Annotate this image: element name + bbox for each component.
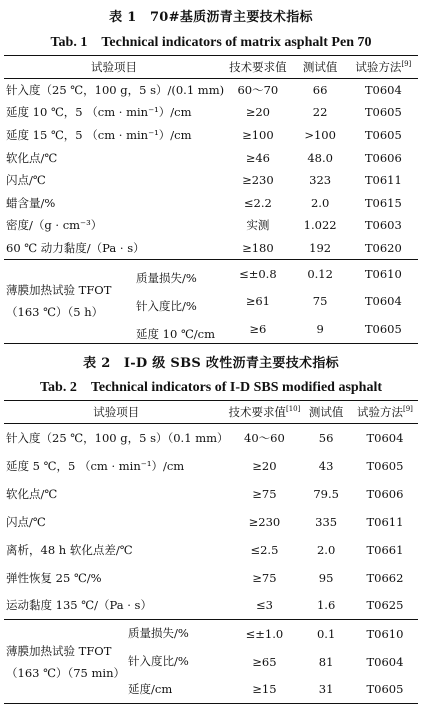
row-requirement: ≥100 [242, 127, 274, 142]
row-method: T0605 [364, 127, 402, 142]
row-requirement: ≤3 [255, 598, 273, 613]
film-group-text: 薄膜加热试验 TFOT（163 ℃）（5 h） [6, 283, 112, 320]
row-value: 22 [312, 105, 328, 120]
header-method [352, 401, 418, 424]
row-method: T0615 [364, 195, 402, 210]
row-requirement: ≥15 [229, 676, 301, 704]
row-name: 弹性恢复 25 ℃/% [6, 570, 102, 585]
row-method: T0611 [366, 514, 404, 529]
row-value: 81 [318, 654, 334, 669]
row-requirement: ≥6 [224, 315, 292, 343]
row-name: 闪点/℃ [6, 173, 46, 188]
header-requirement [229, 401, 301, 424]
row-name: 蜡含量/% [6, 195, 56, 210]
row-requirement: ≥65 [252, 654, 277, 669]
row-method: T0605 [352, 676, 418, 704]
row-value: 323 [309, 173, 332, 188]
table-row [4, 480, 418, 508]
table-row [4, 79, 418, 102]
row-name: 软化点/℃ [6, 150, 58, 165]
row-name: 延度 15 ℃，5 （cm · min⁻¹）/cm [6, 127, 192, 142]
row-requirement: ≥20 [245, 105, 271, 120]
row-requirement: ≥46 [245, 150, 271, 165]
table2-header-row [4, 401, 418, 424]
row-method: T0605 [364, 105, 402, 120]
row-method: T0662 [366, 570, 404, 585]
table-row [4, 536, 418, 564]
film-subitem-name: 延度/cm [128, 682, 173, 696]
row-method: T0604 [366, 430, 404, 445]
table1-header-row [4, 56, 418, 79]
row-value: 2.0 [316, 542, 336, 557]
row-requirement: ≥61 [245, 294, 271, 309]
table1-caption-cn: 表 1 70#基质沥青主要技术指标 [109, 10, 313, 25]
table-row [4, 169, 418, 192]
row-requirement: 60～70 [237, 83, 279, 98]
film-subitem-name: 质量损失/% [136, 271, 197, 285]
row-method: T0604 [364, 83, 402, 98]
row-value: 43 [318, 458, 334, 473]
row-value: 2.0 [310, 195, 330, 210]
row-name: 闪点/℃ [6, 514, 46, 529]
film-subitem-name: 针入度比/% [128, 654, 189, 668]
table1-caption-en: Tab. 1 Technical indicators of matrix asphalt Pen 70 [50, 35, 372, 50]
row-method: T0611 [364, 173, 402, 188]
header-method [349, 56, 418, 79]
row-requirement: 40～60 [244, 430, 285, 445]
row-requirement: ≥75 [252, 486, 277, 501]
header-value: 测试值 [302, 60, 338, 74]
row-method: T0610 [352, 620, 418, 648]
table-row [4, 191, 418, 214]
row-value: 95 [318, 570, 334, 585]
film-subitem-name: 质量损失/% [128, 626, 189, 640]
row-requirement: ≤±1.0 [229, 620, 301, 648]
row-method: T0605 [349, 315, 418, 343]
row-value: 335 [315, 514, 338, 529]
row-requirement: ≤±0.8 [224, 259, 292, 287]
row-value: 1.022 [303, 218, 337, 233]
row-requirement: ≤2.5 [250, 542, 279, 557]
header-method-label: 试验方法 [355, 60, 402, 74]
header-item: 试验项目 [93, 405, 140, 419]
row-value: 75 [312, 294, 328, 309]
row-name: 延度 10 ℃，5 （cm · min⁻¹）/cm [6, 105, 192, 120]
header-value: 测试值 [308, 405, 344, 419]
row-value: 0.12 [292, 259, 349, 287]
table-row [4, 214, 418, 237]
table-row [4, 564, 418, 592]
row-name: 针入度（25 ℃，100 g，5 s）/(0.1 mm) [6, 83, 225, 98]
row-name: 软化点/℃ [6, 486, 58, 501]
header-requirement-label: 技术要求值 [228, 405, 286, 419]
row-requirement: 实测 [246, 218, 270, 233]
row-requirement: ≥75 [252, 570, 277, 585]
row-method: T0620 [364, 240, 402, 255]
row-value: 0.1 [300, 620, 352, 648]
row-method: T0661 [366, 542, 404, 557]
row-requirement: ≥230 [248, 514, 281, 529]
header-method-label: 试验方法 [356, 405, 403, 419]
table-row [4, 452, 418, 480]
row-value: 79.5 [313, 486, 339, 501]
row-value: 31 [300, 676, 352, 704]
row-requirement: ≥180 [242, 240, 274, 255]
table-row [4, 124, 418, 147]
header-requirement: 技术要求值 [229, 60, 287, 74]
table-row [4, 146, 418, 169]
table-row [4, 101, 418, 124]
row-requirement: ≥20 [252, 458, 277, 473]
table-row [4, 592, 418, 620]
row-method: T0605 [366, 458, 404, 473]
row-method: T0603 [364, 218, 402, 233]
row-name: 离析，48 h 软化点差/℃ [6, 542, 133, 557]
header-method-ref: [9] [401, 60, 412, 69]
row-value: 192 [309, 240, 332, 255]
table1-film-subnames [136, 264, 226, 348]
header-requirement-ref: [10] [286, 405, 301, 414]
table-row [4, 237, 418, 260]
row-method: T0625 [366, 598, 404, 613]
row-name: 60 ℃ 动力黏度/（Pa · s） [6, 240, 145, 255]
row-name: 运动黏度 135 ℃/（Pa · s） [6, 598, 152, 613]
row-requirement: ≥230 [242, 173, 274, 188]
film-subitem-name: 针入度比/% [136, 299, 197, 313]
header-method-ref: [9] [402, 405, 413, 414]
table2-caption-cn: 表 2 I-D 级 SBS 改性沥青主要技术指标 [83, 356, 339, 371]
table-row [4, 508, 418, 536]
row-method: T0604 [364, 294, 402, 309]
row-value: 56 [318, 430, 334, 445]
row-method: T0606 [366, 486, 404, 501]
table2-caption-en: Tab. 2 Technical indicators of I-D SBS modified asphalt [39, 380, 383, 395]
row-name: 延度 5 ℃，5 （cm · min⁻¹）/cm [6, 458, 185, 473]
row-value: 48.0 [307, 150, 333, 165]
row-method: T0606 [364, 150, 402, 165]
row-value: 66 [312, 83, 328, 98]
row-name: 密度/（g · cm⁻³） [6, 218, 103, 233]
film-subitem-name: 延度 10 ℃/cm [136, 327, 216, 341]
row-method: T0604 [366, 654, 404, 669]
table2-film-subnames [128, 619, 224, 703]
table-row [4, 424, 418, 452]
header-item: 试验项目 [91, 60, 138, 74]
film-group-text: 薄膜加热试验 TFOT（163 ℃）（75 min） [6, 643, 125, 680]
row-method: T0610 [349, 259, 418, 287]
row-value: >100 [304, 127, 336, 142]
row-name: 针入度（25 ℃，100 g，5 s）（0.1 mm） [6, 430, 229, 445]
row-requirement: ≤2.2 [243, 195, 272, 210]
row-value: 1.6 [316, 598, 336, 613]
row-value: 9 [292, 315, 349, 343]
